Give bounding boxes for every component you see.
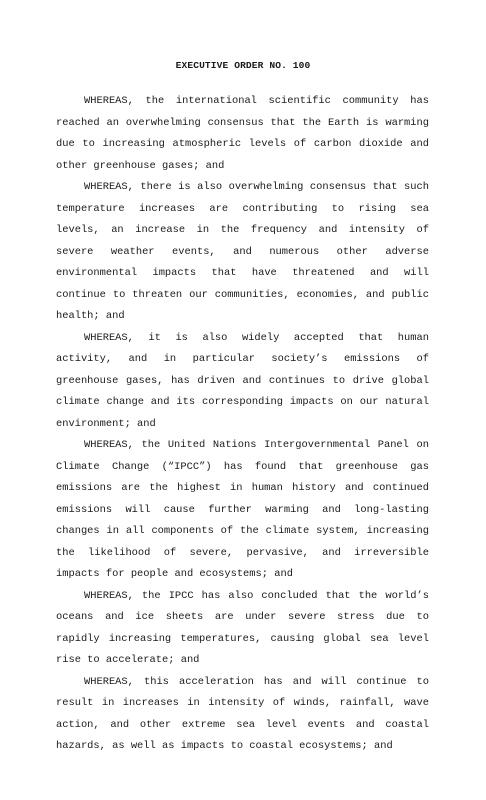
- document-body: [56, 91, 429, 758]
- whereas-paragraph-3: WHEREAS, it is also widely accepted that human activity, and in particular society’s emissions of greenhouse gases, has driven and continues to drive global climate change and its corresponding impacts on our natural environment; and: [56, 331, 429, 430]
- whereas-paragraph-2: WHEREAS, there is also overwhelming consensus that such temperature increases are contributing to rising sea levels, an increase in the frequency and intensity of severe weather events, and numerous other adverse environmental impacts that have threatened and will continue to threaten our communities, economies, and public health; and: [56, 181, 429, 322]
- whereas-paragraph-1: WHEREAS, the international scientific community has reached an overwhelming consensus that the Earth is warming due to increasing atmospheric levels of carbon dioxide and other greenhouse gases; and: [56, 95, 429, 172]
- whereas-paragraph-5: WHEREAS, the IPCC has also concluded that the world’s oceans and ice sheets are under severe stress due to rapidly increasing temperatures, causing global sea level rise to accelerate; and: [56, 589, 429, 666]
- document-title: EXECUTIVE ORDER NO. 100: [175, 60, 311, 71]
- whereas-paragraph-6: WHEREAS, this acceleration has and will continue to result in increases in intensity of winds, rainfall, wave action, and other extreme sea level events and coastal hazards, as well as impacts to coastal ecosystems; and: [56, 675, 429, 752]
- whereas-paragraph-4: WHEREAS, the United Nations Intergovernmental Panel on Climate Change (“IPCC”) has found that greenhouse gas emissions are the highest in human history and continued emissions will cause further warming and long-lasting changes in all components of the climate system, increasing the likelihood of severe, pervasive, and irreversible impacts for people and ecosystems; and: [56, 439, 429, 580]
